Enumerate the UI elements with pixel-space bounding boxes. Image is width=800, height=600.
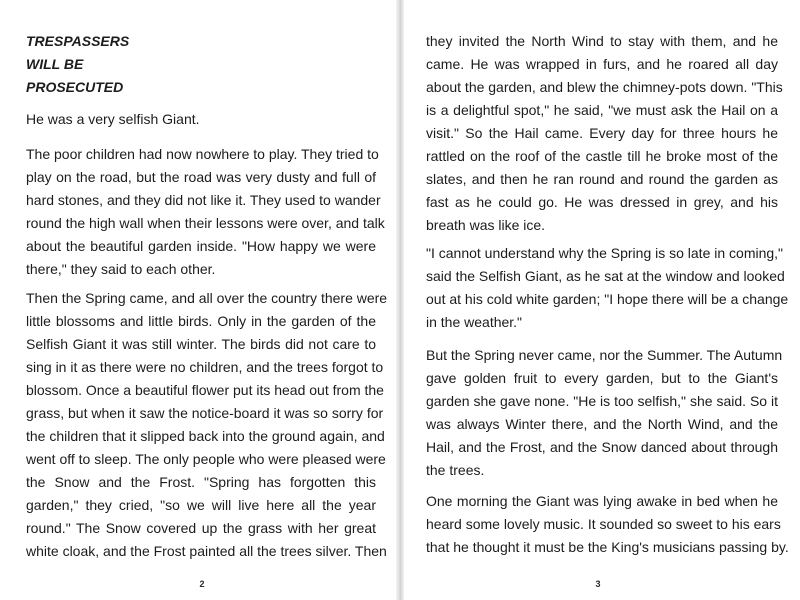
text-line: the Snow and the Frost. "Spring has forgotten this	[26, 474, 376, 490]
page-number: 3	[595, 579, 601, 589]
text-line: out at his cold white garden; "I hope there will be a change	[426, 291, 789, 307]
text-line: went off to sleep. The only people who were pleased were	[26, 451, 386, 467]
left-page	[0, 0, 396, 600]
text-line: slates, and then he ran round and round the garden as	[426, 171, 778, 187]
text-line: about the garden, and blew the chimney-pots down. "This	[426, 79, 783, 95]
paragraph	[426, 30, 783, 237]
text-line: The poor children had now nowhere to play. They tried to	[26, 146, 379, 162]
notice-board-heading	[26, 30, 129, 99]
text-line: the children that it slipped back into the ground again, and	[26, 428, 385, 444]
paragraph	[426, 490, 789, 559]
text-line: little blossoms and little birds. Only in the garden of the	[26, 313, 376, 329]
text-line: they invited the North Wind to stay with them, and he	[426, 33, 778, 49]
text-line: play on the road, but the road was very dusty and full of	[26, 169, 376, 185]
text-line: said the Selfish Giant, as he sat at the window and looked	[426, 268, 785, 284]
right-page	[404, 0, 800, 600]
heading-line: WILL BE	[26, 56, 84, 72]
text-line: heard some lovely music. It sounded so sweet to his ears	[426, 516, 781, 532]
text-line: One morning the Giant was lying awake in bed when he	[426, 493, 778, 509]
text-line: about the beautiful garden inside. "How happy we were	[26, 238, 376, 254]
text-line: garden she gave none. "He is too selfish," she said. So it	[426, 393, 778, 409]
text-line: breath was like ice.	[426, 217, 546, 233]
text-line: gave golden fruit to every garden, but to the Giant's	[426, 370, 778, 386]
paragraph	[26, 287, 388, 563]
text-line: in the weather."	[426, 314, 523, 330]
text-line: was always Winter there, and the North Wind, and the	[426, 416, 778, 432]
heading-line: TRESPASSERS	[26, 33, 130, 49]
text-line: blossom. Once a beautiful flower put its head out from the	[26, 382, 384, 398]
text-line: Selfish Giant it was still winter. The birds did not care to	[26, 336, 376, 352]
paragraph	[426, 344, 783, 482]
text-line: round the high wall when their lessons were over, and talk	[26, 215, 385, 231]
paragraph	[26, 108, 376, 131]
text-line: visit." So the Hail came. Every day for three hours he	[426, 125, 778, 141]
text-line: Then the Spring came, and all over the country there were	[26, 290, 388, 306]
page-number: 2	[199, 579, 205, 589]
text-line: "I cannot understand why the Spring is so late in coming,"	[426, 245, 784, 261]
text-line: the trees.	[426, 462, 485, 478]
text-line: hard stones, and they did not like it. They used to wander	[26, 192, 381, 208]
text-line: sing in it as there were no children, and the trees forgot to	[26, 359, 384, 375]
text-line: garden," they cried, "so we will live here all the year	[26, 497, 376, 513]
heading-line: PROSECUTED	[26, 79, 124, 95]
text-line: that he thought it must be the King's musicians passing by.	[426, 539, 789, 555]
text-line: white cloak, and the Frost painted all the trees silver. Then	[26, 543, 387, 559]
text-line: is a delightful spot," he said, "we must ask the Hail on a	[426, 102, 778, 118]
text-line: rattled on the roof of the castle till he broke most of the	[426, 148, 778, 164]
paragraph	[426, 242, 789, 334]
book-gutter	[396, 0, 404, 600]
text-line: He was a very selfish Giant.	[26, 111, 200, 127]
text-line: round." The Snow covered up the grass with her great	[26, 520, 376, 536]
text-line: Hail, and the Frost, and the Snow danced about through	[426, 439, 778, 455]
text-line: grass, but when it saw the notice-board it was so sorry for	[26, 405, 384, 421]
text-line: there," they said to each other.	[26, 261, 216, 277]
paragraph	[26, 143, 385, 281]
text-line: But the Spring never came, nor the Summer. The Autumn	[426, 347, 783, 363]
text-line: fast as he could go. He was dressed in grey, and his	[426, 194, 778, 210]
text-line: came. He was wrapped in furs, and he roared all day	[426, 56, 778, 72]
